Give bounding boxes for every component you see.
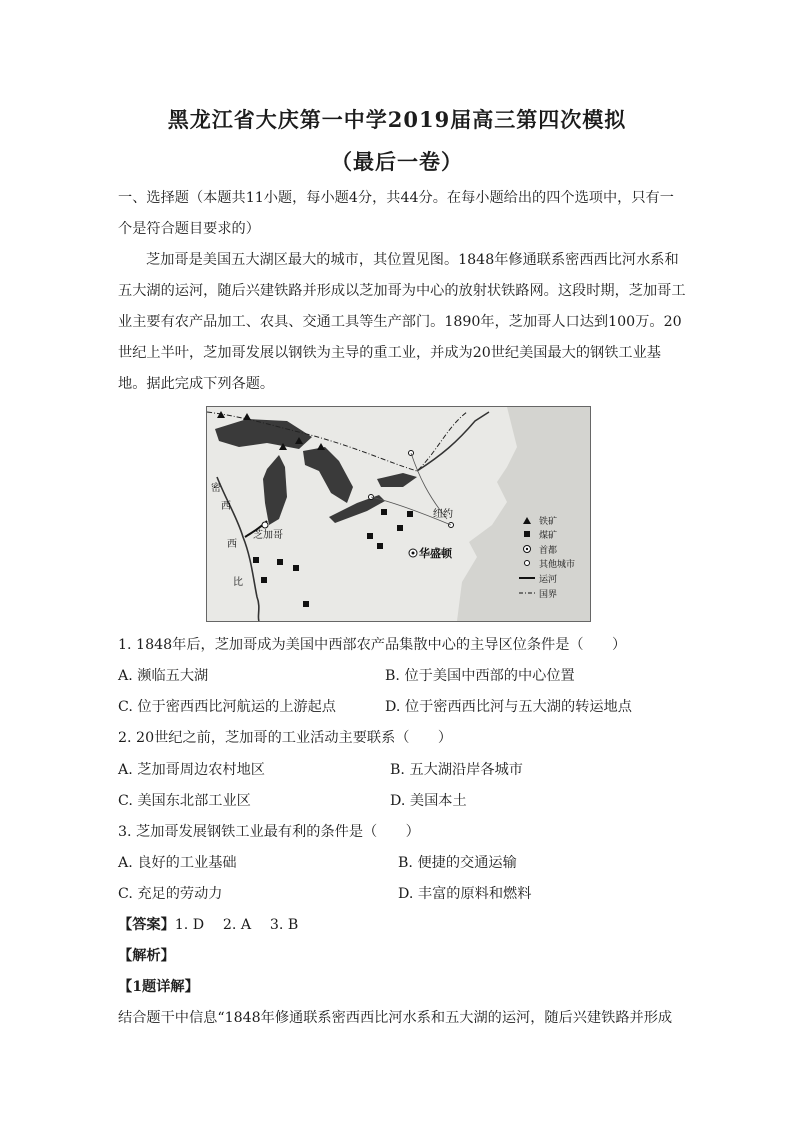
detail-label: 【1题详解】 xyxy=(118,979,199,995)
svg-text:首都: 首都 xyxy=(539,546,558,556)
q2-option-c[interactable]: C. 美国东北部工业区 xyxy=(118,793,251,809)
coal-mine xyxy=(253,557,259,563)
lake-superior xyxy=(215,419,312,449)
river-char: 西 xyxy=(221,501,231,512)
atlantic-ocean xyxy=(457,407,590,621)
st-lawrence xyxy=(417,412,489,471)
page-subtitle: （最后一卷） xyxy=(331,149,463,174)
q3-option-d[interactable]: D. 丰富的原料和燃料 xyxy=(398,886,532,902)
coal-mine xyxy=(397,525,403,531)
map-svg xyxy=(207,407,590,621)
iron-mine xyxy=(317,443,325,450)
q2-option-a[interactable]: A. 芝加哥周边农村地区 xyxy=(118,762,265,778)
question-1-stem: 1. 1848年后，芝加哥成为美国中西部农产品集散中心的主导区位条件是（ ） xyxy=(118,637,627,653)
q3-option-a[interactable]: A. 良好的工业基础 xyxy=(118,855,237,871)
section-intro: 一、选择题（本题共11小题，每小题4分，共44分。在每小题给出的四个选项中，只有一个是符合题目要求的） xyxy=(118,190,674,237)
q1-option-b[interactable]: B. 位于美国中西部的中心位置 xyxy=(385,668,575,684)
q1-option-d[interactable]: D. 位于密西西比河与五大湖的转运地点 xyxy=(385,699,632,715)
q3-option-c[interactable]: C. 充足的劳动力 xyxy=(118,886,223,902)
coal-mine xyxy=(407,511,413,517)
coal-mine xyxy=(293,565,299,571)
river-char: 密 xyxy=(211,483,221,494)
question-2-stem: 2. 20世纪之前，芝加哥的工业活动主要联系（ ） xyxy=(118,730,453,746)
q1-option-a[interactable]: A. 濒临五大湖 xyxy=(118,668,209,684)
passage-text: 芝加哥是美国五大湖区最大的城市，其位置见图。1848年修通联系密西西比河水系和五大湖的运河，随后兴建铁路并形成以芝加哥为中心的放射状铁路网。这段时期，芝加哥工业主要有农产品加工、农具、交通工具等生产部门。1890年，芝加哥人口达到100万。20世纪上半叶，芝加哥发展以钢铁为主导的重工业，并成为20世纪美国最大的钢铁工业基地。据此完成下列各题。 xyxy=(118,252,686,392)
lake-erie xyxy=(329,495,385,523)
mississippi-river xyxy=(217,477,259,621)
svg-text:铁矿: 铁矿 xyxy=(539,517,558,527)
iron-mine xyxy=(243,413,251,420)
q2-option-d[interactable]: D. 美国本土 xyxy=(390,793,467,809)
q2-option-b[interactable]: B. 五大湖沿岸各城市 xyxy=(390,762,523,778)
city-label-newyork: 纽约 xyxy=(433,509,453,520)
iron-mine xyxy=(217,411,225,418)
svg-text:煤矿: 煤矿 xyxy=(539,531,558,541)
city-label-chicago: 芝加哥 xyxy=(253,530,283,541)
river-char: 比 xyxy=(233,577,243,588)
question-3-stem: 3. 芝加哥发展钢铁工业最有利的条件是（ ） xyxy=(118,824,420,840)
q3-option-b[interactable]: B. 便捷的交通运输 xyxy=(398,855,517,871)
coal-mine xyxy=(377,543,383,549)
answer-label: 【答案】 xyxy=(118,917,175,933)
answer-line xyxy=(118,914,298,934)
coal-mine xyxy=(261,577,267,583)
river-char: 西 xyxy=(227,539,237,550)
lake-huron xyxy=(303,447,353,503)
analysis-label: 【解析】 xyxy=(118,948,175,964)
detail-text: 结合题干中信息“1848年修通联系密西西比河水系和五大湖的运河，随后兴建铁路并形成 xyxy=(118,1010,673,1026)
city-label-washington: 华盛顿 xyxy=(419,547,452,560)
page-title: 黑龙江省大庆第一中学2019届高三第四次模拟 xyxy=(167,107,627,132)
svg-text:运河: 运河 xyxy=(539,575,558,585)
q1-option-c[interactable]: C. 位于密西西比河航运的上游起点 xyxy=(118,699,336,715)
lake-ontario xyxy=(377,473,417,487)
coal-mine xyxy=(277,559,283,565)
coal-mine xyxy=(381,509,387,515)
svg-text:国界: 国界 xyxy=(539,590,558,600)
answer-text: 1. D 2. A 3. B xyxy=(174,917,299,933)
coal-mine xyxy=(367,533,373,539)
coal-mine xyxy=(303,601,309,607)
svg-text:其他城市: 其他城市 xyxy=(539,560,576,570)
lake-michigan xyxy=(263,455,287,525)
map-figure xyxy=(206,406,591,622)
chicago-dot xyxy=(262,522,268,528)
